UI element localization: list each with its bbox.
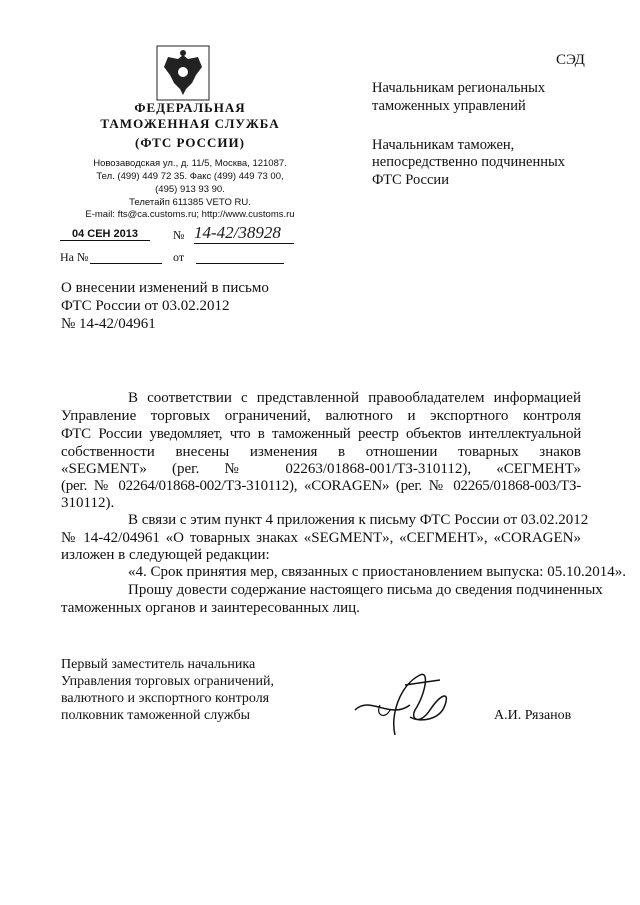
address-line: Телетайп 611385 VETO RU.	[129, 197, 251, 208]
from-date-blank	[196, 263, 284, 264]
body-line: «4. Срок принятия мер, связанных с приостановлением выпуска: 05.10.2014».	[128, 564, 626, 580]
registration-number: 14-42/38928	[194, 223, 294, 244]
recipient-line: таможенных управлений	[372, 98, 526, 114]
address-line: Новозаводская ул., д. 11/5, Москва, 121087.	[93, 158, 287, 169]
org-name-line2: ТАМОЖЕННАЯ СЛУЖБА	[100, 116, 280, 131]
recipient-line: Начальникам региональных	[372, 80, 546, 96]
handwritten-signature	[350, 665, 460, 740]
recipient-line: ФТС России	[372, 172, 449, 188]
signer-name: А.И. Рязанов	[494, 708, 572, 723]
signer-title-line: полковник таможенной службы	[61, 708, 251, 723]
body-line: № 14-42/04961 «О товарных знаках «SEGMENT», «СЕГМЕНТ», «CORAGEN»	[61, 530, 581, 546]
body-line: 310112).	[61, 495, 115, 511]
body-line: В соответствии с представленной правообладателем информацией	[128, 390, 581, 406]
body-line: таможенных органов и заинтересованных лиц.	[61, 600, 360, 616]
signer-title-line: валютного и экспортного контроля	[61, 691, 270, 706]
body-line: Прошу довести содержание настоящего письма до сведения подчиненных	[128, 582, 603, 598]
number-label: №	[173, 228, 185, 242]
subject-line: ФТС России от 03.02.2012	[61, 298, 230, 314]
body-line: В связи с этим пункт 4 приложения к письму ФТС России от 03.02.2012	[128, 512, 589, 528]
from-label: от	[173, 250, 185, 264]
signer-title-line: Первый заместитель начальника	[61, 657, 256, 672]
address-line: Тел. (499) 449 72 35. Факс (499) 449 73 00,	[96, 171, 284, 182]
body-line: Управление торговых ограничений, валютного и экспортного контроля	[61, 408, 581, 424]
body-line: изложен в следующей редакции:	[61, 547, 270, 563]
recipient-line: Начальникам таможен,	[372, 137, 515, 153]
coat-of-arms-emblem-icon	[154, 45, 212, 101]
body-line: ФТС России уведомляет, что в таможенный реестр объектов интеллектуальной	[61, 426, 581, 442]
body-line: собственности внесены изменения в отношении товарных знаков	[61, 444, 581, 460]
ref-number-label: На №	[60, 250, 89, 264]
sed-mark: СЭД	[556, 52, 585, 68]
org-abbrev: (ФТС РОССИИ)	[135, 135, 245, 150]
date-stamp: 04 СЕН 2013	[60, 228, 150, 241]
body-line: «SEGMENT» (рег. № 02263/01868-001/ТЗ-310112), «СЕГМЕНТ»	[61, 461, 581, 477]
subject-line: О внесении изменений в письмо	[61, 280, 269, 296]
body-line: (рег. № 02264/01868-002/ТЗ-310112), «CORAGEN» (рег. № 02265/01868-003/ТЗ-	[61, 478, 581, 494]
subject-line: № 14-42/04961	[61, 316, 156, 332]
ref-number-blank	[90, 263, 162, 264]
org-name-line1: ФЕДЕРАЛЬНАЯ	[134, 100, 246, 115]
address-line: E-mail: fts@ca.customs.ru; http://www.customs.ru	[85, 209, 295, 220]
recipient-line: непосредственно подчиненных	[372, 154, 565, 170]
address-line: (495) 913 93 90.	[155, 184, 225, 195]
signer-title-line: Управления торговых ограничений,	[61, 674, 274, 689]
